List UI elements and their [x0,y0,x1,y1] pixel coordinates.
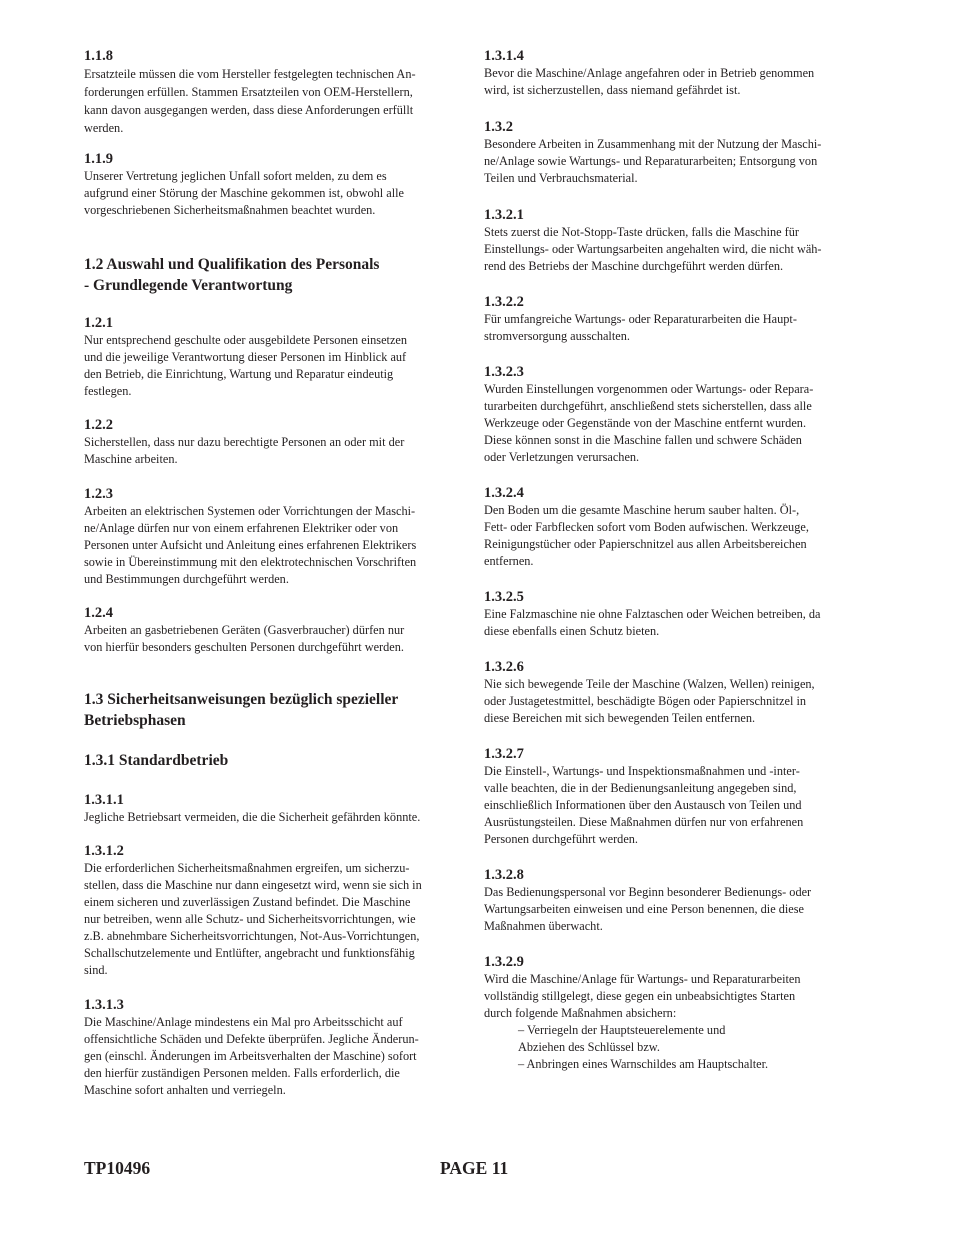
section-number: 1.1.9 [84,151,113,167]
section-text: Die Maschine/Anlage mindestens ein Mal pro Arbeitsschicht auf offensichtliche Schäden und Defekte überprüfen. Jegliche Änderun- gen (einschl. Änderungen im Arbeitsverhalten der Maschine) sofort den hierfür zuständigen Personen melden. Falls erforderlich, die Maschine sofort anhalten und verriegeln. [84,1015,419,1097]
section-1-3-2-7 [484,745,870,848]
left-column [84,47,469,1099]
section-1-1-9 [84,150,469,219]
section-1-2-1 [84,314,469,400]
document-id: TP10496 [84,1158,151,1178]
section-1-3-2-6 [484,658,870,727]
page-number: PAGE 11 [440,1158,509,1178]
section-1-2-4 [84,604,469,656]
section-text: Die Einstell-, Wartungs- und Inspektionsmaßnahmen und -inter- valle beachten, die in der Bedienungsanleitung angegeben sind, einschließlich Informationen über den Austausch von Teilen und Ausrüstungsteilen. Diese Maßnahmen dürfen nur von erfahrenen Personen durchgeführt werden. [484,764,804,846]
section-text: Nur entsprechend geschulte oder ausgebildete Personen einsetzen und die jeweilige Verantwortung dieser Personen im Hinblick auf den Betrieb, die Einrichtung, Wartung und Reparatur eindeutig festlegen. [84,333,408,398]
section-number: 1.2.2 [84,417,113,433]
section-text: Jegliche Betriebsart vermeiden, die die Sicherheit gefährden könnte. [84,810,421,824]
section-number: 1.3.2.7 [484,746,524,762]
section-1-3-2-9 [484,953,870,1073]
section-1-3-1-3 [84,996,469,1099]
section-number: 1.3.1.1 [84,792,124,808]
measures-list: – Verriegeln der Hauptsteuerelemente und Abziehen des Schlüssel bzw. – Anbringen eines Warnschildes am Hauptschalter. [518,1023,769,1071]
section-text: Arbeiten an elektrischen Systemen oder Vorrichtungen der Maschi- ne/Anlage dürfen nur von einem erfahrenen Elektriker oder von Personen unter Aufsicht und Anleitung eines erfahrenen Elektrikers sowie in Übereinstimmung mit den elektrotechnischen Vorschriften und Bestimmungen durchgeführt werden. [84,504,417,586]
section-text: Besondere Arbeiten in Zusammenhang mit der Nutzung der Maschi- ne/Anlage sowie Wartungs- und Reparaturarbeiten; Entsorgung von Teilen und Verbrauchsmaterial. [484,137,822,185]
section-number: 1.3.1.3 [84,997,124,1013]
section-1-3-2 [484,118,870,187]
section-number: 1.3.1.4 [484,48,524,64]
section-number: 1.3.2.5 [484,589,524,605]
section-number: 1.3.2.8 [484,867,524,883]
section-text: Unserer Vertretung jeglichen Unfall sofort melden, zu dem es aufgrund einer Störung der Maschine gekommen ist, obwohl alle vorgeschriebenen Sicherheitsmaßnahmen beachtet wurden. [84,169,404,217]
section-number: 1.1.8 [84,48,113,64]
heading-1-3: 1.3 Sicherheitsanweisungen bezüglich spezieller Betriebsphasen [84,691,399,729]
section-1-3-2-8 [484,866,870,935]
section-text: Den Boden um die gesamte Maschine herum sauber halten. Öl-, Fett- oder Farbflecken sofort vom Boden aufwischen. Werkzeuge, Reinigungstücher oder Papierschnitzel aus allen Arbeitsbereichen entfernen. [484,503,809,568]
section-number: 1.3.2.9 [484,954,524,970]
section-number: 1.3.2.2 [484,294,524,310]
section-1-3-2-1 [484,206,870,275]
section-text: Stets zuerst die Not-Stopp-Taste drücken, falls die Maschine für Einstellungs- oder Wartungsarbeiten angehalten wird, die nicht wäh- rend des Betriebs der Maschine durchgeführt werden dürfen. [484,225,822,273]
section-1-1-8 [84,47,469,137]
section-1-3-1-4 [484,47,870,99]
section-1-2-3 [84,485,469,588]
section-text: Wird die Maschine/Anlage für Wartungs- und Reparaturarbeiten vollständig stillgelegt, diese gegen ein unbeabsichtigtes Starten durch folgende Maßnahmen absichern: [484,972,801,1020]
section-text: Wurden Einstellungen vorgenommen oder Wartungs- oder Repara- turarbeiten durchgeführt, anschließend stets sicherstellen, dass alle Werkzeuge oder Gegenstände von der Maschine entfernt wurden. Diese können sonst in die Maschine fallen und schwere Schäden oder Verletzungen verursachen. [484,382,814,464]
section-text: Ersatzteile müssen die vom Hersteller festgelegten technischen An- forderungen erfüllen. Stammen Ersatzteilen von OEM-Herstellern, kann davon ausgegangen werden, dass diese Anforderungen erfüllt werden. [84,67,416,135]
section-1-3-2-2 [484,293,870,345]
right-column [484,47,870,1073]
section-number: 1.3.2.6 [484,659,524,675]
section-number: 1.3.2.1 [484,207,524,223]
section-number: 1.3.2 [484,119,513,135]
section-text: Die erforderlichen Sicherheitsmaßnahmen ergreifen, um sicherzu- stellen, dass die Maschine nur dann eingesetzt wird, wenn sie sich in einem sicheren und zuverlässigen Zustand befindet. Die Maschine nur betreiben, wenn alle Schutz- und Sicherheitsvorrichtungen, wie z.B. abnehmbare Sicherheitsvorrichtungen, Not-Aus-Vorrichtungen, Schallschutzelemente und Entlüfter, angebracht und funktionsfähig sind. [84,861,422,977]
section-text: Für umfangreiche Wartungs- oder Reparaturarbeiten die Haupt- stromversorgung ausschalten. [484,312,797,343]
section-text: Arbeiten an gasbetriebenen Geräten (Gasverbraucher) dürfen nur von hierfür besonders geschulten Personen durchgeführt werden. [84,623,405,654]
heading-1-2: 1.2 Auswahl und Qualifikation des Personals - Grundlegende Verantwortung [84,256,380,294]
section-number: 1.3.2.3 [484,364,524,380]
section-text: Eine Falzmaschine nie ohne Falztaschen oder Weichen betreiben, da diese ebenfalls einen Schutz bieten. [484,607,821,638]
heading-1-3-1: 1.3.1 Standardbetrieb [84,752,229,769]
section-1-3-2-5 [484,588,870,640]
section-number: 1.3.2.4 [484,485,524,501]
section-1-3-2-4 [484,484,870,570]
section-number: 1.2.3 [84,486,113,502]
section-1-3-1-2 [84,842,469,979]
section-1-3-2-3 [484,363,870,466]
section-1-2-2 [84,416,469,468]
section-number: 1.3.1.2 [84,843,124,859]
section-number: 1.2.4 [84,605,113,621]
section-number: 1.2.1 [84,315,113,331]
section-text: Sicherstellen, dass nur dazu berechtigte Personen an oder mit der Maschine arbeiten. [84,435,405,466]
section-text: Bevor die Maschine/Anlage angefahren oder in Betrieb genommen wird, ist sicherzustellen, dass niemand gefährdet ist. [484,66,815,97]
section-1-3-1-1 [84,791,469,826]
section-text: Das Bedienungspersonal vor Beginn besonderer Bedienungs- oder Wartungsarbeiten einweisen und eine Person benennen, die diese Maßnahmen überwacht. [484,885,812,933]
section-text: Nie sich bewegende Teile der Maschine (Walzen, Wellen) reinigen, oder Justagetestmittel, beschädigte Bögen oder Papierschnitzel in diese Bereichen mit sich bewegenden Teilen entfernen. [484,677,815,725]
